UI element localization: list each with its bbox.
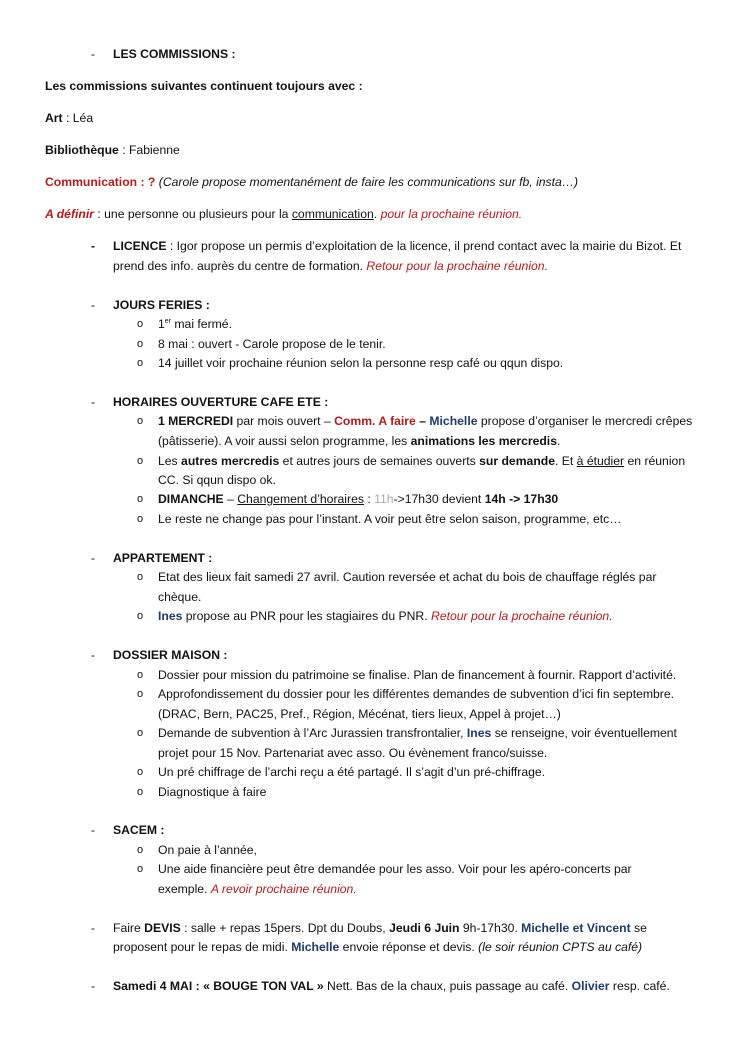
a-definir-text2: . [373,207,381,221]
devis-l2-name: Michelle [291,940,340,954]
bouge-name: Olivier [571,979,610,993]
feries-item-1-sup: er [164,317,172,325]
bullet-circle: o [137,786,144,798]
communication-line [45,174,578,190]
feries-item-1-text: mai fermé. [171,317,232,331]
biblio-line [45,142,180,158]
devis-l2-t2: envoie réponse et devis. [339,940,479,954]
devis-names: Michelle et Vincent [521,921,631,935]
bullet-dash: - [91,239,96,253]
licence-line1 [113,238,681,254]
maison-item-2-line1: Approfondissement du dossier pour les différentes demandes de subvention d’ici fin septembre. [158,687,675,701]
horaires-reste: Le reste ne change pas pour l’instant. A voir peut être selon saison, programme, etc… [158,512,622,526]
dimanche-dash: – [223,492,238,506]
horaires-dimanche [158,491,558,507]
horaires-autres-line1 [158,453,685,469]
mercredi-text2: propose d’organiser le mercredi crêpes [477,414,693,428]
bullet-circle: o [137,493,144,505]
horaires-mercredi-line1 [158,413,692,429]
communication-note: (Carole propose momentanément de faire les communications sur fb, insta…) [155,175,579,189]
bouge-line [113,978,670,994]
bullet-circle: o [137,415,144,427]
bullet-circle: o [137,357,144,369]
appartement-heading: APPARTEMENT : [113,551,213,565]
licence-text: : Igor propose un permis d’exploitation de la licence, il prend contact avec la mairie du Bizot. Et [166,239,682,253]
bullet-circle: o [137,610,144,622]
mercredi-bold: 1 MERCREDI [158,414,234,428]
devis-l2-note: (le soir réunion CPTS au café) [478,940,643,954]
art-value: : Léa [62,111,94,125]
devis-line1 [113,920,647,936]
appartement-retour: Retour pour la prochaine réunion. [431,609,613,623]
communication-label: Communication : ? [45,175,156,189]
bullet-dash: - [91,921,96,935]
horaires-mercredi-line2 [158,433,560,449]
bullet-dash: - [91,648,96,662]
mercredi-line2b: animations les mercredis [410,434,557,448]
bullet-dash: - [91,395,96,409]
dimanche-changement: Changement d’horaires [237,492,364,506]
maison-item-4: Un pré chiffrage de l’archi reçu a été partagé. Il s’agit d’un pré-chiffrage. [158,765,546,779]
devis-bold: DEVIS [144,921,181,935]
licence-retour: Retour pour la prochaine réunion. [366,259,548,273]
mercredi-dash: – [415,414,430,428]
autres-text1: Les [158,454,182,468]
devis-line2 [113,939,642,955]
mercredi-text: par mois ouvert – [233,414,335,428]
appartement-item-1-line1: Etat des lieux fait samedi 27 avril. Caution reversée et achat du bois de chauffage réglés par [158,570,657,584]
feries-heading: JOURS FERIES : [113,298,210,312]
bullet-circle: o [137,338,144,350]
bullet-circle: o [137,863,144,875]
appartement-text: propose au PNR pour les stagiaires du PNR. [182,609,432,623]
bullet-circle: o [137,455,144,467]
appartement-item-1-line2: chèque. [158,590,202,604]
feries-item-1 [158,316,232,332]
feries-item-2: 8 mai : ouvert - Carole propose de le tenir. [158,337,386,351]
maison-item-5: Diagnostique à faire [158,785,267,799]
bouge-t1: Nett. Bas de la chaux, puis passage au café. [323,979,572,993]
devis-t4: se [630,921,647,935]
maison-item-3-text2: se renseigne, voir éventuellement [491,726,677,740]
sacem-item-2-line2 [158,881,357,897]
dimanche-old-time: 11h [374,492,394,506]
devis-t3: 9h-17h30. [459,921,522,935]
sacem-item-2-text: exemple. [158,882,211,896]
maison-item-3-text1: Demande de subvention à l’Arc Jurassien transfrontalier, [158,726,467,740]
a-definir-communication: communication [291,207,374,221]
maison-item-3-line1 [158,725,677,741]
art-label: Art [45,111,63,125]
bullet-circle: o [137,844,144,856]
bullet-circle: o [137,318,144,330]
commissions-intro: Les commissions suivantes continuent toujours avec : [45,79,363,93]
bullet-dash: - [91,298,96,312]
mercredi-comm: Comm. A faire [334,414,416,428]
bullet-dash: - [91,47,96,61]
mercredi-line2a: (pâtisserie). A voir aussi selon programme, les [158,434,411,448]
maison-item-3-name: Ines [466,726,492,740]
horaires-heading: HORAIRES OUVERTURE CAFE ETE : [113,395,329,409]
maison-item-3-line2: projet pour 15 Nov. Partenariat avec asso. Ou évènement franco/suisse. [158,746,548,760]
commissions-heading: LES COMMISSIONS : [113,47,236,61]
licence-text2: prend des info. auprès du centre de formation. [113,259,367,273]
autres-text4: en réunion [624,454,686,468]
appartement-item-2 [158,608,613,624]
maison-heading: DOSSIER MAISON : [113,648,228,662]
bullet-circle: o [137,571,144,583]
dimanche-text: ->17h30 devient [393,492,485,506]
a-definir-line [45,206,522,222]
dimanche-new-time: 14h -> 17h30 [484,492,559,506]
bouge-bold: Samedi 4 MAI : « BOUGE TON VAL » [113,979,324,993]
feries-item-1-num: 1 [158,317,165,331]
licence-line2 [113,258,548,274]
devis-t1: Faire [113,921,145,935]
autres-bold2: sur demande [479,454,555,468]
autres-text2: et autres jours de semaines ouverts [279,454,480,468]
bullet-circle: o [137,688,144,700]
sacem-retour: A revoir prochaine réunion. [210,882,357,896]
autres-etudier: à étudier [576,454,625,468]
biblio-label: Bibliothèque [45,143,119,157]
dimanche-colon: : [363,492,375,506]
bullet-dash: - [91,551,96,565]
art-line [45,110,93,126]
sacem-heading: SACEM : [113,823,165,837]
dimanche-bold: DIMANCHE [158,492,224,506]
maison-item-2-line2: (DRAC, Bern, PAC25, Pref., Région, Mécénat, tiers lieux, Appel à projet…) [158,707,561,721]
mercredi-line2c: . [556,434,561,448]
maison-item-1: Dossier pour mission du patrimoine se finalise. Plan de financement à fournir. Rapport d’activité. [158,668,677,682]
bullet-circle: o [137,727,144,739]
autres-bold1: autres mercredis [181,454,280,468]
biblio-value: : Fabienne [118,143,180,157]
mercredi-name: Michelle [429,414,478,428]
sacem-item-2-line1: Une aide financière peut être demandée pour les asso. Voir pour les apéro-concerts par [158,862,632,876]
licence-label: LICENCE [113,239,167,253]
a-definir-retour: pour la prochaine réunion. [380,207,523,221]
sacem-item-1: On paie à l’année, [158,843,257,857]
a-definir-text: : une personne ou plusieurs pour la [93,207,292,221]
bullet-dash: - [91,823,96,837]
feries-item-3: 14 juillet voir prochaine réunion selon la personne resp café ou qqun dispo. [158,356,564,370]
devis-l2-t1: proposent pour le repas de midi. [113,940,292,954]
bullet-dash: - [91,979,96,993]
bullet-circle: o [137,513,144,525]
bullet-circle: o [137,669,144,681]
bullet-circle: o [137,766,144,778]
devis-t2: : salle + repas 15pers. Dpt du Doubs, [180,921,390,935]
autres-text3: . Et [554,454,577,468]
a-definir-label: A définir [45,207,94,221]
horaires-autres-line2: CC. Si qqun dispo ok. [158,473,276,487]
bouge-t2: resp. café. [609,979,670,993]
devis-date: Jeudi 6 Juin [389,921,460,935]
appartement-name: Ines [158,609,183,623]
